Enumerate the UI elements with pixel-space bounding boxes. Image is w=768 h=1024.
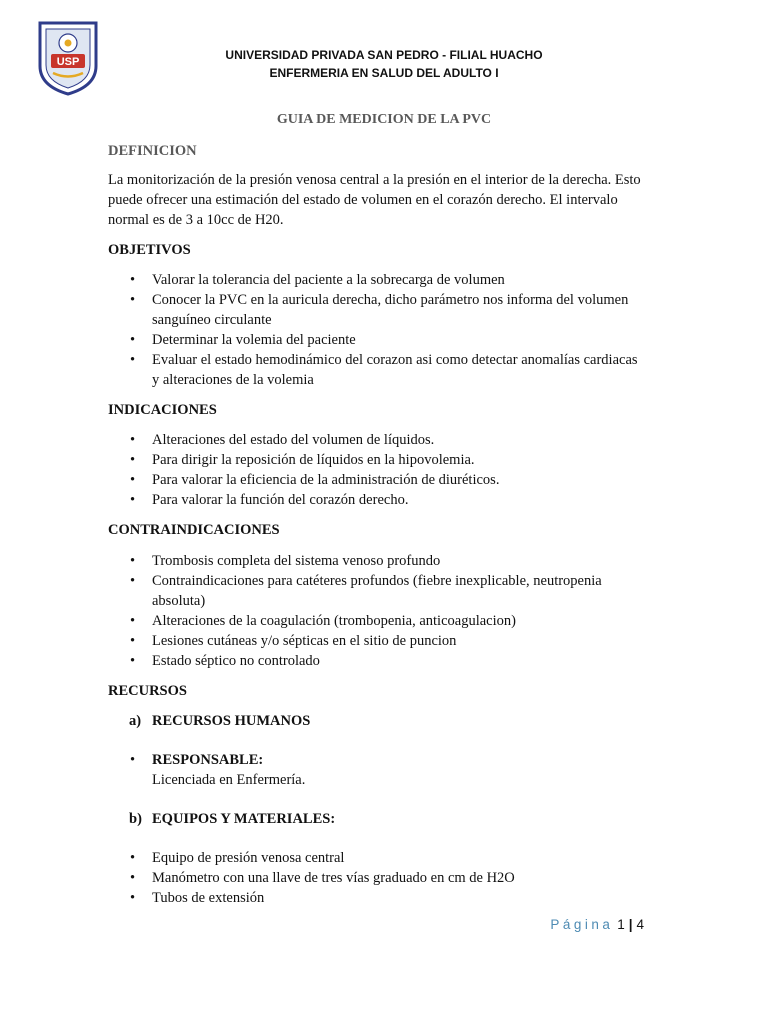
page-separator: | [628,917,633,932]
list-item: • Conocer la PVC en la auricula derecha, dicho parámetro nos informa del volumen sanguíneo circulante [108,290,668,330]
course-name: ENFERMERIA EN SALUD DEL ADULTO I [269,66,499,80]
definition-line: puede ofrecer una estimación del estado de volumen en el corazón derecho. El intervalo [108,192,618,208]
list-item: • Trombosis completa del sistema venoso profundo [108,551,668,571]
logo-text: USP [56,56,80,68]
definition-line: normal es de 3 a 10cc de H20. [108,212,284,228]
list-item: • Para valorar la función del corazón derecho. [108,490,668,510]
equipos-list [108,848,668,908]
responsable-value: Licenciada en Enfermería. [152,772,306,788]
list-item: • Para valorar la eficiencia de la administración de diuréticos. [108,470,668,490]
definition-paragraph [108,170,668,230]
total-pages: 4 [636,917,644,932]
section-heading-objetivos: OBJETIVOS [108,242,191,258]
university-name: UNIVERSIDAD PRIVADA SAN PEDRO - FILIAL HUACHO [225,48,543,62]
recursos-humanos-heading: a) RECURSOS HUMANOS [129,713,311,729]
list-item: • Alteraciones de la coagulación (trombopenia, anticoagulacion) [108,611,668,631]
section-heading-recursos: RECURSOS [108,683,187,699]
list-item: • Equipo de presión venosa central [108,848,668,868]
list-item: • Determinar la volemia del paciente [108,330,668,350]
contraindicaciones-list [108,551,668,671]
objetivos-list [108,270,668,390]
responsable-label: • RESPONSABLE: [152,752,264,768]
list-item: • Estado séptico no controlado [108,651,668,671]
current-page-number: 1 [617,917,625,932]
document-body [108,141,668,908]
equipos-heading: b) EQUIPOS Y MATERIALES: [129,811,336,827]
list-item: • Tubos de extensión [108,888,668,908]
list-item: • Alteraciones del estado del volumen de líquidos. [108,430,668,450]
section-heading-contraindicaciones: CONTRAINDICACIONES [108,522,280,538]
list-item: • Para dirigir la reposición de líquidos en la hipovolemia. [108,450,668,470]
list-item: • Contraindicaciones para catéteres profundos (fiebre inexplicable, neutropenia absoluta) [108,571,668,611]
list-item: • Lesiones cutáneas y/o sépticas en el sitio de puncion [108,631,668,651]
list-item: • Valorar la tolerancia del paciente a la sobrecarga de volumen [108,270,668,290]
list-item: • Evaluar el estado hemodinámico del corazon asi como detectar anomalías cardiacas y alteraciones de la volemia [108,350,668,390]
page-label: Página [550,917,614,932]
section-heading-indicaciones: INDICACIONES [108,402,217,418]
definition-line: La monitorización de la presión venosa central a la presión en el interior de la derecha. Esto [108,172,641,188]
list-item [108,750,668,790]
list-item: • Manómetro con una llave de tres vías graduado en cm de H2O [108,868,668,888]
document-title: GUIA DE MEDICION DE LA PVC [276,112,492,127]
indicaciones-list [108,430,668,510]
responsable-list [108,750,668,790]
page-footer [550,917,644,932]
section-heading-definicion: DEFINICION [108,143,197,159]
